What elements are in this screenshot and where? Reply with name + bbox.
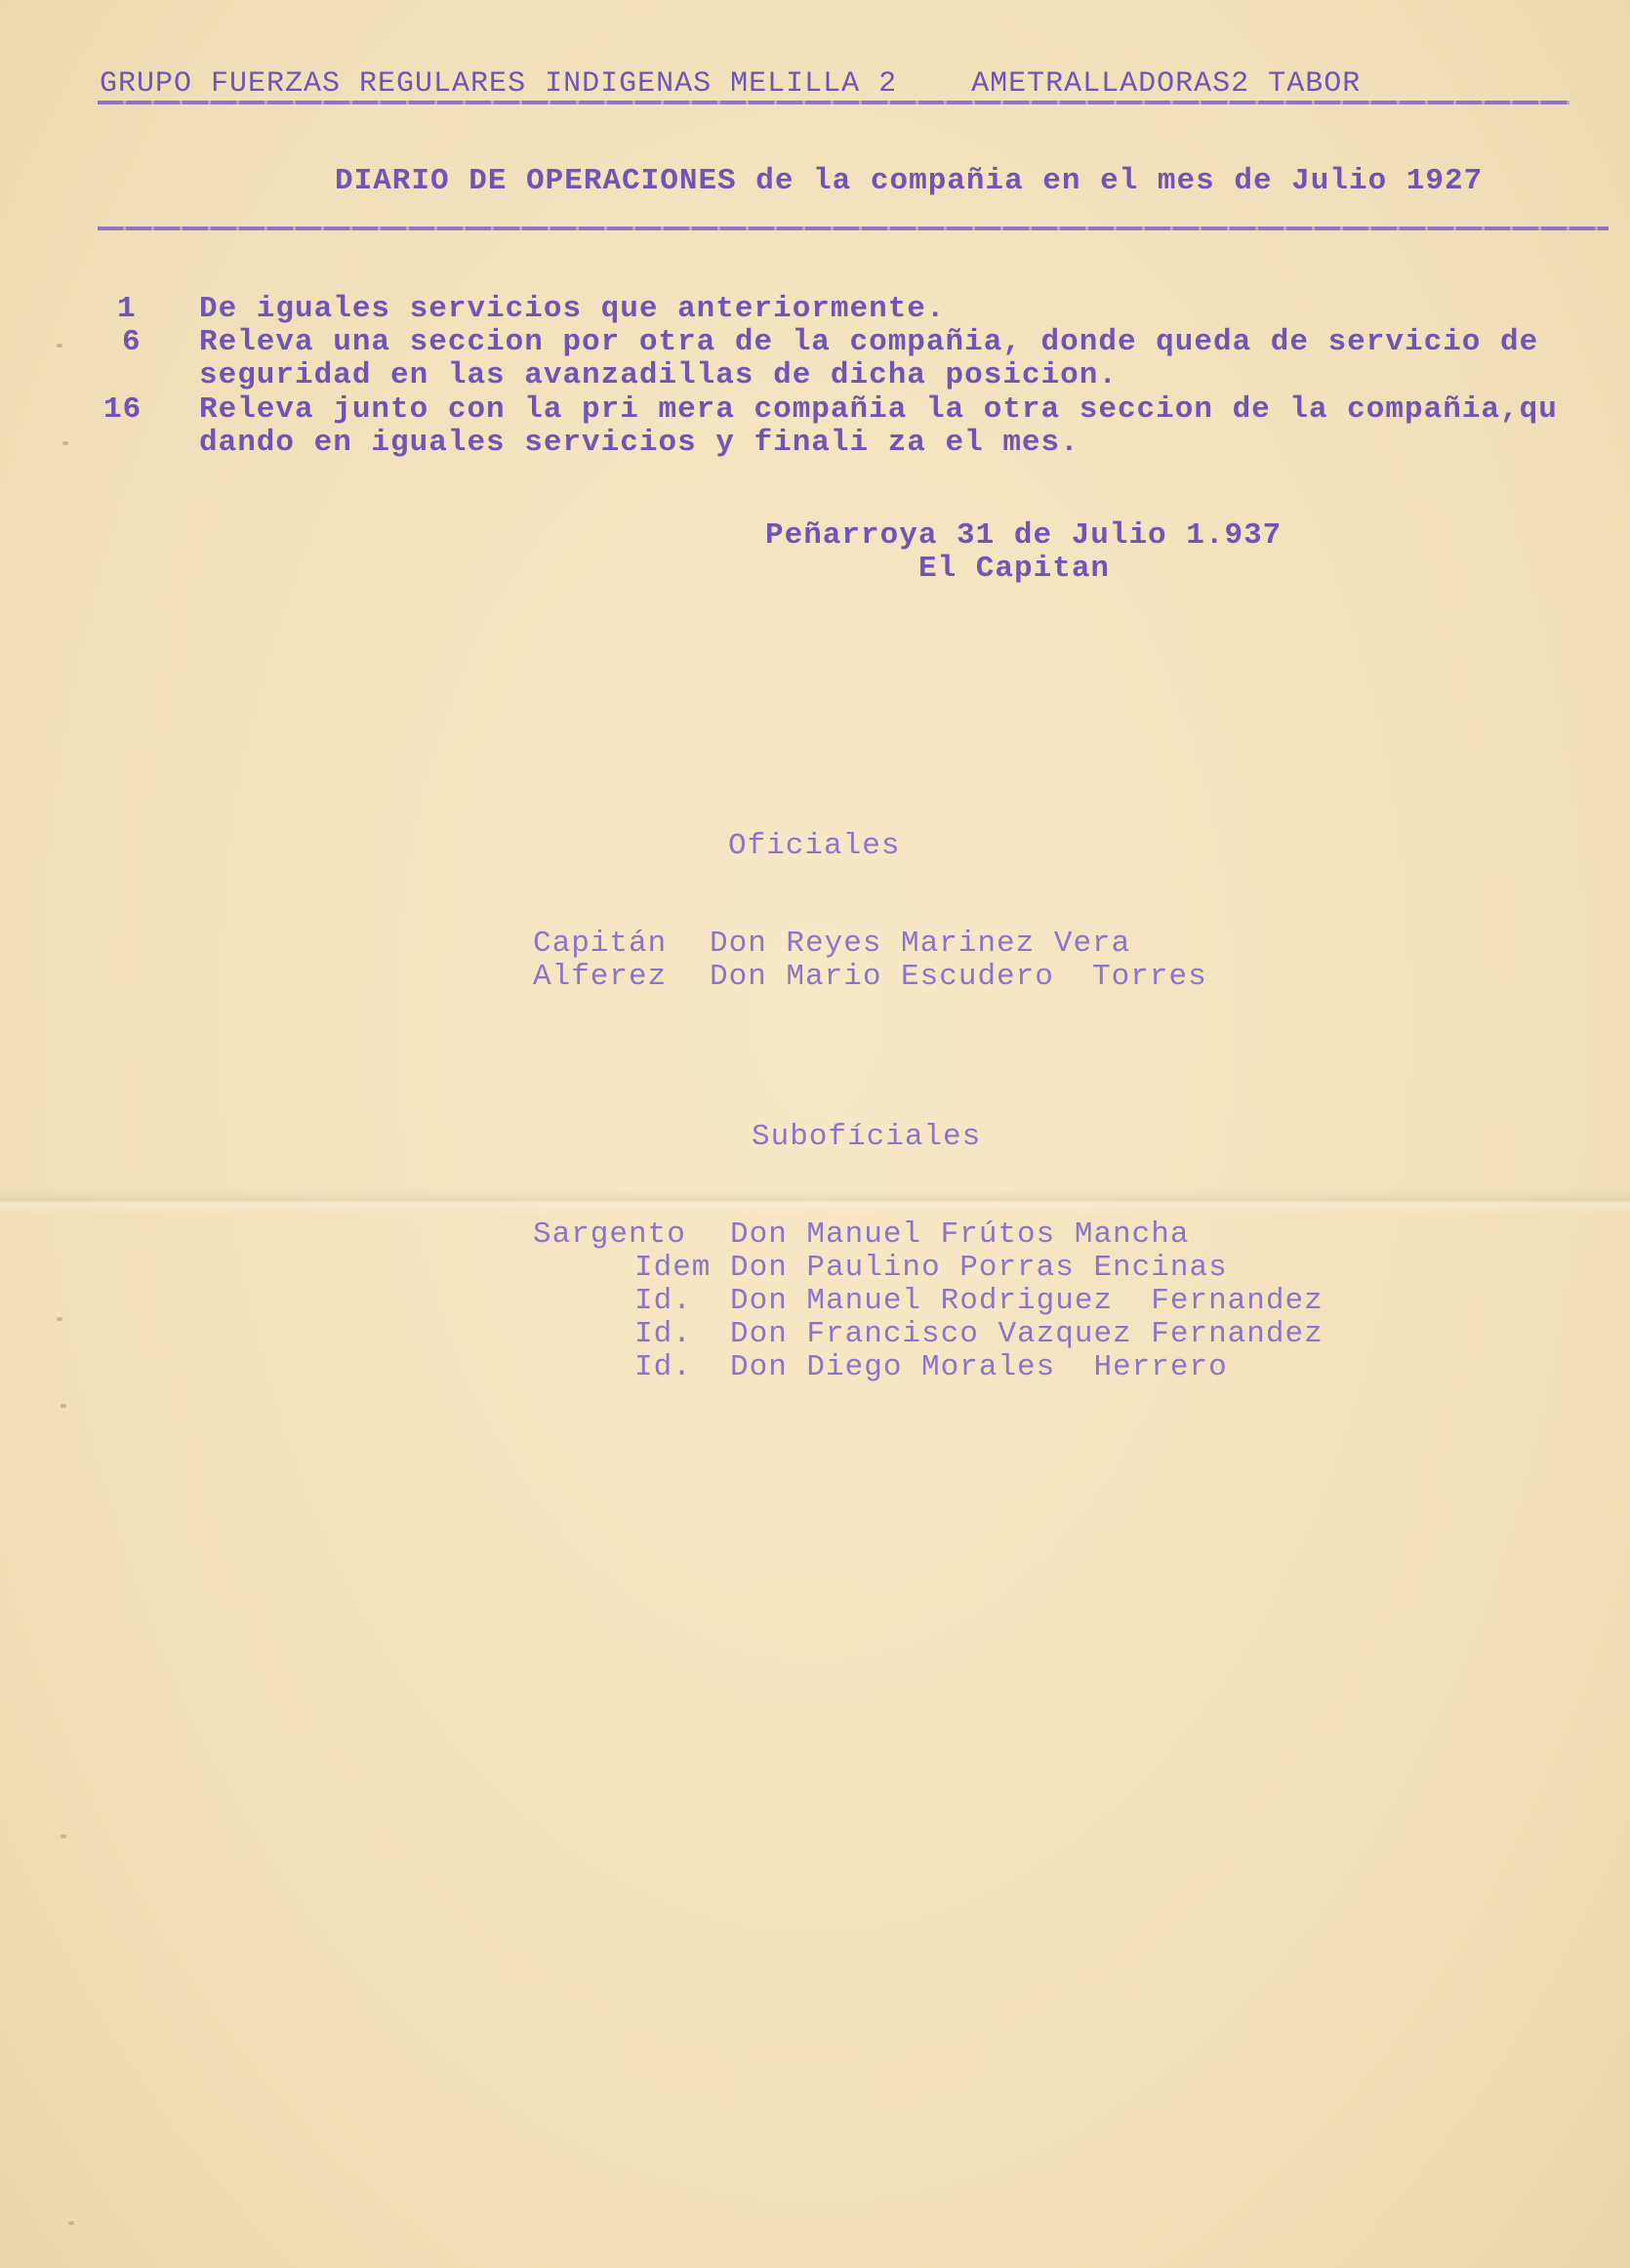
nco-rank: Id. (634, 1317, 692, 1351)
entry-line: Releva una seccion por otra de la compañia, donde queda de servicio de (199, 325, 1539, 359)
nco-name: Don Manuel Rodriguez Fernandez (730, 1284, 1324, 1318)
margin-mark (57, 344, 62, 348)
entry-line: De iguales servicios que anteriormente. (199, 292, 946, 326)
margin-mark (61, 1835, 66, 1838)
nco-rank: Idem (634, 1251, 712, 1285)
oficiales-heading: Oficiales (728, 829, 901, 863)
nco-name: Don Paulino Porras Encinas (730, 1251, 1228, 1285)
header-rule-top (98, 101, 1569, 104)
entry-line: dando en iguales servicios y finali za el mes. (199, 426, 1080, 460)
entry-line: seguridad en las avanzadillas de dicha posicion. (199, 358, 1118, 392)
nco-name: Don Manuel Frútos Mancha (730, 1217, 1190, 1252)
margin-mark (57, 1317, 62, 1321)
entry-day: 16 (103, 392, 143, 427)
margin-mark (62, 441, 68, 445)
officer-rank: Capitán (533, 927, 668, 961)
nco-name: Don Diego Morales Herrero (730, 1350, 1228, 1384)
officer-name: Don Reyes Marinez Vera (710, 927, 1131, 961)
header-line: GRUPO FUERZAS REGULARES INDIGENAS MELILLA 2 AMETRALLADORAS2 TABOR (100, 67, 1362, 101)
nco-rank: Id. (634, 1350, 692, 1384)
entry-day: 6 (122, 325, 142, 359)
officer-rank: Alferez (533, 960, 668, 994)
nco-name: Don Francisco Vazquez Fernandez (730, 1317, 1324, 1351)
document-title: DIARIO DE OPERACIONES de la compañia en el mes de Julio 1927 (335, 164, 1484, 198)
paper-fold-crease (0, 1189, 1630, 1215)
margin-mark (68, 2221, 74, 2225)
nco-rank: Sargento (533, 1217, 686, 1252)
entry-line: Releva junto con la pri mera compañia la otra seccion de la compañia,qu (199, 392, 1558, 427)
signature-role: El Capitan (918, 552, 1111, 586)
officer-name: Don Mario Escudero Torres (710, 960, 1207, 994)
entry-day: 1 (117, 292, 137, 326)
header-rule-bottom (98, 227, 1609, 230)
margin-mark (61, 1404, 66, 1408)
place-date: Peñarroya 31 de Julio 1.937 (765, 518, 1283, 553)
nco-rank: Id. (634, 1284, 692, 1318)
suboficiales-heading: Subofíciales (752, 1120, 982, 1154)
